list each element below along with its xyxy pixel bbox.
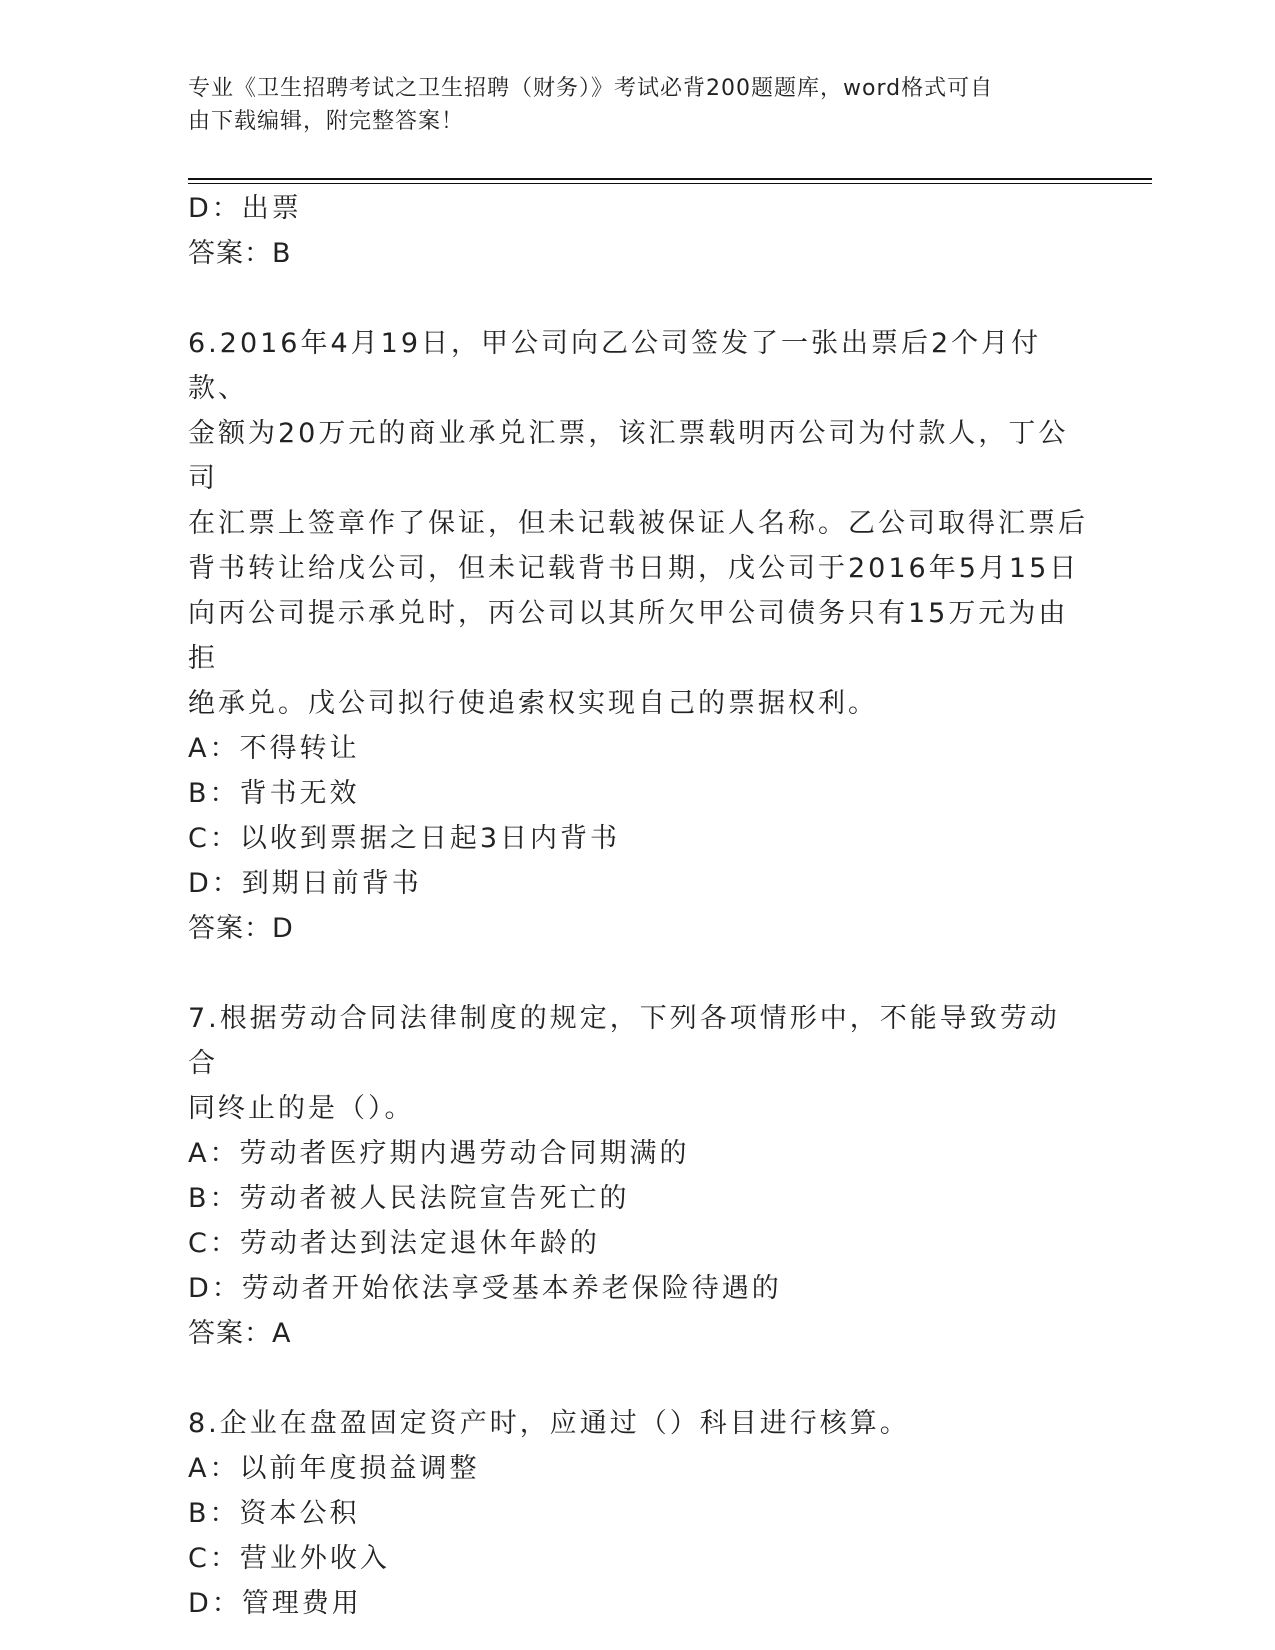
question-stem-line: 6.2016年4月19日，甲公司向乙公司签发了一张出票后2个月付款、 bbox=[188, 328, 1042, 404]
question-stem-line: 同终止的是（）。 bbox=[188, 1093, 415, 1124]
answer-line: 答案：D bbox=[188, 913, 294, 944]
option-d: D：劳动者开始依法享受基本养老保险待遇的 bbox=[188, 1273, 782, 1304]
header-line-2: 由下载编辑，附完整答案！ bbox=[188, 109, 465, 134]
option-c: C：劳动者达到法定退休年龄的 bbox=[188, 1228, 600, 1259]
document-header bbox=[188, 72, 1088, 138]
question-list bbox=[188, 186, 1088, 1626]
spacer bbox=[188, 276, 1088, 321]
option-d: D：管理费用 bbox=[188, 1588, 362, 1619]
header-divider-thin bbox=[188, 183, 1152, 184]
header-line-1: 专业《卫生招聘考试之卫生招聘（财务）》考试必背200题题库，word格式可自 bbox=[188, 76, 994, 101]
spacer bbox=[188, 1356, 1088, 1401]
previous-question-tail bbox=[188, 186, 1088, 276]
option-a: A：不得转让 bbox=[188, 733, 360, 764]
question-stem-line: 8.企业在盘盈固定资产时，应通过（）科目进行核算。 bbox=[188, 1408, 910, 1439]
answer-line: 答案：A bbox=[188, 1318, 292, 1349]
option-c: C：营业外收入 bbox=[188, 1543, 390, 1574]
option-a: A：以前年度损益调整 bbox=[188, 1453, 480, 1484]
question-stem-line: 在汇票上签章作了保证，但未记载被保证人名称。乙公司取得汇票后 bbox=[188, 508, 1088, 539]
question-7 bbox=[188, 996, 1088, 1356]
option-d: D：到期日前背书 bbox=[188, 868, 422, 899]
question-8 bbox=[188, 1401, 1088, 1626]
option-b: B：劳动者被人民法院宣告死亡的 bbox=[188, 1183, 630, 1214]
question-stem-line: 金额为20万元的商业承兑汇票，该汇票载明丙公司为付款人，丁公司 bbox=[188, 418, 1069, 494]
header-divider-thick bbox=[188, 178, 1152, 180]
question-stem-line: 背书转让给戊公司，但未记载背书日期，戊公司于2016年5月15日 bbox=[188, 553, 1080, 584]
question-stem-line: 7.根据劳动合同法律制度的规定，下列各项情形中，不能导致劳动合 bbox=[188, 1003, 1060, 1079]
option-d: D：出票 bbox=[188, 193, 302, 224]
question-6 bbox=[188, 321, 1088, 951]
question-stem-line: 绝承兑。戊公司拟行使追索权实现自己的票据权利。 bbox=[188, 688, 878, 719]
answer-line: 答案：B bbox=[188, 238, 292, 269]
option-b: B：资本公积 bbox=[188, 1498, 360, 1529]
option-c: C：以收到票据之日起3日内背书 bbox=[188, 823, 621, 854]
option-a: A：劳动者医疗期内遇劳动合同期满的 bbox=[188, 1138, 690, 1169]
spacer bbox=[188, 951, 1088, 996]
option-b: B：背书无效 bbox=[188, 778, 360, 809]
question-stem-line: 向丙公司提示承兑时，丙公司以其所欠甲公司债务只有15万元为由拒 bbox=[188, 598, 1069, 674]
